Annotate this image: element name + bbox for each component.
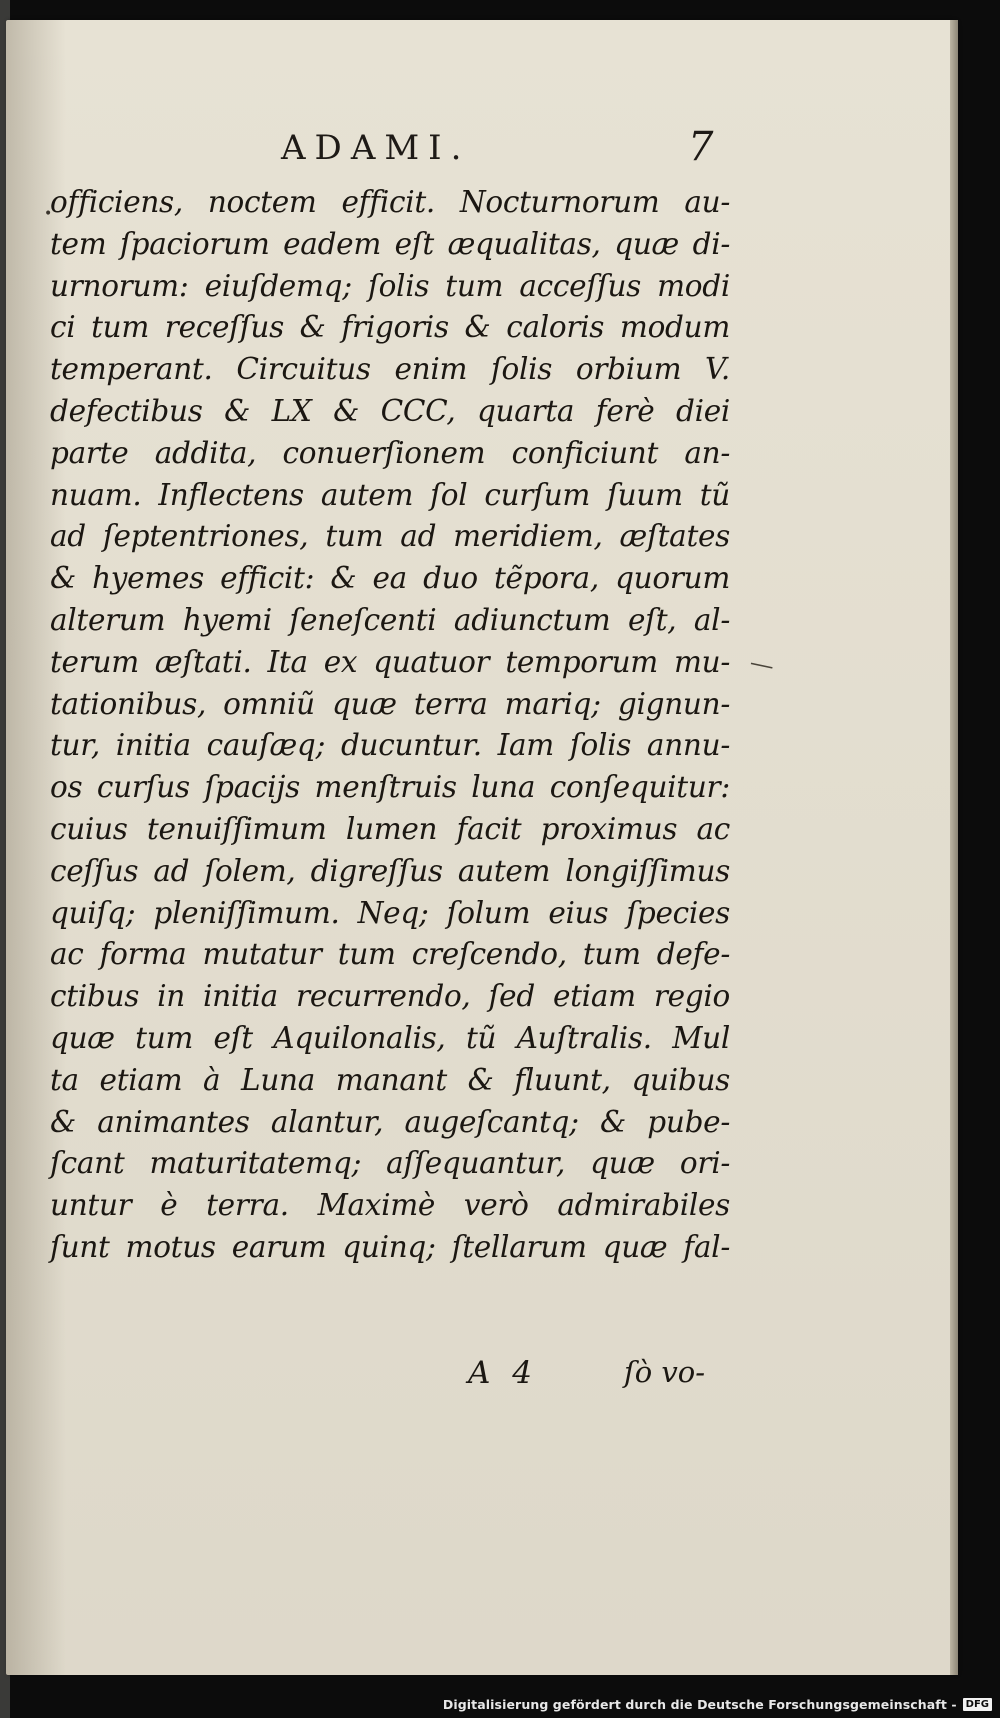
- text-line: untur è terra. Maximè verò admirabiles: [50, 1188, 730, 1223]
- text-line: defectibus & LX & CCC, quarta ferè diei: [50, 393, 730, 428]
- text-line: nuam. Inflectens autem ſol curſum ſuum tũ: [50, 477, 730, 512]
- text-line: ci tum receſſus & frigoris & caloris modum: [50, 310, 730, 345]
- text-line: cuius tenuiſſimum lumen facit proximus ac: [50, 811, 730, 846]
- text-line: quæ tum eſt Aquilonalis, tũ Auſtralis. Mul: [50, 1020, 730, 1055]
- page-number: 7: [688, 124, 714, 170]
- text-line: alterum hyemi ſeneſcenti adiunctum eſt, al-: [50, 602, 730, 637]
- text-line: ac forma mutatur tum creſcendo, tum defe-: [50, 937, 730, 972]
- book-page: [6, 20, 956, 1675]
- running-head: [6, 124, 956, 172]
- margin-dot-mark: •: [44, 206, 53, 222]
- text-line: & hyemes efficit: & ea duo tẽpora, quorum: [50, 561, 730, 596]
- text-line: ctibus in initia recurrendo, ſed etiam regio: [50, 979, 730, 1014]
- text-line: parte addita, conuerſionem conficiunt an-: [50, 435, 730, 470]
- dfg-logo: DFG: [963, 1698, 992, 1711]
- margin-pencil-mark: —: [747, 647, 777, 681]
- text-line: tationibus, omniũ quæ terra mariq; gignun-: [50, 686, 730, 721]
- text-line: ceſſus ad ſolem, digreſſus autem longiſſimus: [50, 853, 730, 888]
- signature-mark: A 4: [468, 1355, 538, 1391]
- text-line: ta etiam à Luna manant & fluunt, quibus: [50, 1062, 730, 1097]
- text-line: temperant. Circuitus enim ſolis orbium V.: [50, 352, 730, 387]
- text-line: os curſus ſpacijs menſtruis luna conſequitur:: [50, 770, 730, 805]
- page-foot: [6, 1355, 956, 1399]
- text-line: tur, initia cauſæq; ducuntur. Iam ſolis annu-: [50, 728, 730, 763]
- text-line: officiens, noctem efficit. Nocturnorum au-: [50, 185, 730, 219]
- digitization-credit: [443, 1694, 992, 1714]
- text-line: ſunt motus earum quinq; ſtellarum quæ fal-: [50, 1229, 730, 1264]
- text-line: ad ſeptentriones, tum ad meridiem, æſtates: [50, 519, 730, 554]
- text-line: quiſq; pleniſſimum. Neq; ſolum eius ſpecies: [50, 895, 730, 930]
- text-line: terum æſtati. Ita ex quatuor temporum mu-: [50, 644, 730, 679]
- text-line: tem ſpaciorum eadem eſt æqualitas, quæ di-: [50, 226, 730, 261]
- page-edge: [950, 20, 958, 1675]
- text-line: ſcant maturitatemq; aſſequantur, quæ ori-: [50, 1146, 730, 1181]
- body-text: [50, 182, 730, 1269]
- text-line: & animantes alantur, augeſcantq; & pube-: [50, 1104, 730, 1139]
- running-head-title: ADAMI.: [281, 128, 471, 168]
- text-line: urnorum: eiuſdemq; ſolis tum acceſſus modi: [50, 268, 730, 303]
- credit-text: Digitalisierung gefördert durch die Deutsche Forschungsgemeinschaft -: [442, 1696, 957, 1712]
- catchword: ſò vo-: [624, 1355, 706, 1389]
